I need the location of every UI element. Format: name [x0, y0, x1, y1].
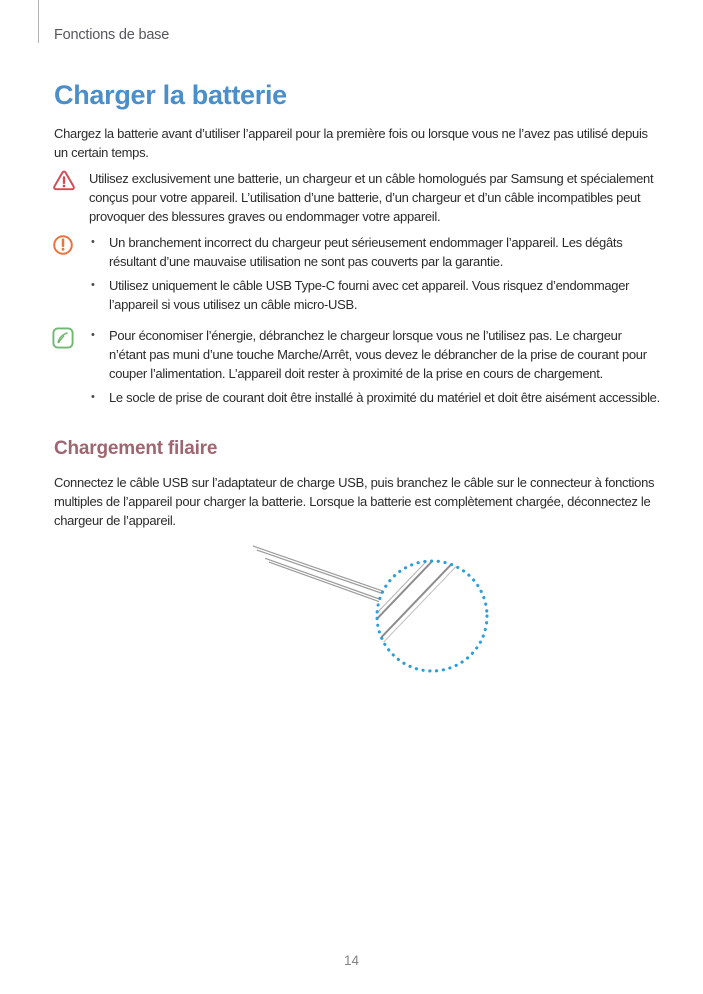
- bullet-item: • Utilisez uniquement le câble USB Type-C fourni avec cet appareil. Vous risquez d’endommager l’appareil si vous utilisez un câble micro-USB.: [89, 276, 660, 314]
- chapter-label: Fonctions de base: [54, 26, 170, 43]
- admonition-note: [52, 326, 660, 412]
- bullet-item: • Le socle de prise de courant doit être installé à proximité du matériel et doit être aisément accessible.: [89, 388, 660, 407]
- note-list: [89, 326, 660, 407]
- admonition-note-body: [89, 326, 660, 412]
- note-pencil-icon: [52, 326, 76, 412]
- page-number: 14: [343, 953, 360, 968]
- section-paragraph: Connectez le câble USB sur l’adaptateur de charge USB, puis branchez le câble sur le connecteur à fonctions multiples de l’appareil pour charger la batterie. Lorsque la batterie est complètement chargée, déconnectez le chargeur de l’appareil.: [54, 475, 655, 528]
- warning-triangle-icon: [52, 169, 76, 226]
- admonition-caution: [52, 233, 660, 319]
- caution-circle-icon: [52, 233, 76, 319]
- page-title: Charger la batterie: [54, 80, 287, 110]
- admonition-caution-body: [89, 233, 660, 319]
- figure-usb-charging: [240, 533, 520, 693]
- admonition-warning: [52, 169, 660, 226]
- usb-charging-illustration: [240, 533, 520, 693]
- page-content: [54, 80, 660, 693]
- running-header: [38, 0, 169, 43]
- caution-list: [89, 233, 660, 314]
- warning-text: Utilisez exclusivement une batterie, un chargeur et un câble homologués par Samsung et spécialement conçus pour votre appareil. L’utilisation d’une batterie, d’un chargeur et d’un câble incompatibles peut provoquer des blessures graves ou endommager votre appareil.: [89, 171, 654, 224]
- bullet-item: • Pour économiser l’énergie, débranchez le chargeur lorsque vous ne l’utilisez pas. Le chargeur n’étant pas muni d’une touche Marche/Arrêt, vous devez le débrancher de la prise de courant pour couper l’alimentation. L’appareil doit rester à proximité de la prise en cours de chargement.: [89, 326, 660, 383]
- bullet-item: • Un branchement incorrect du chargeur peut sérieusement endommager l’appareil. Les dégâts résultant d’une mauvaise utilisation ne sont pas couverts par la garantie.: [89, 233, 660, 271]
- intro-paragraph: Chargez la batterie avant d’utiliser l’appareil pour la première fois ou lorsque vous ne l’avez pas utilisé depuis un certain temps.: [54, 126, 648, 160]
- admonition-warning-body: [89, 169, 660, 226]
- section-heading: Chargement filaire: [54, 438, 218, 459]
